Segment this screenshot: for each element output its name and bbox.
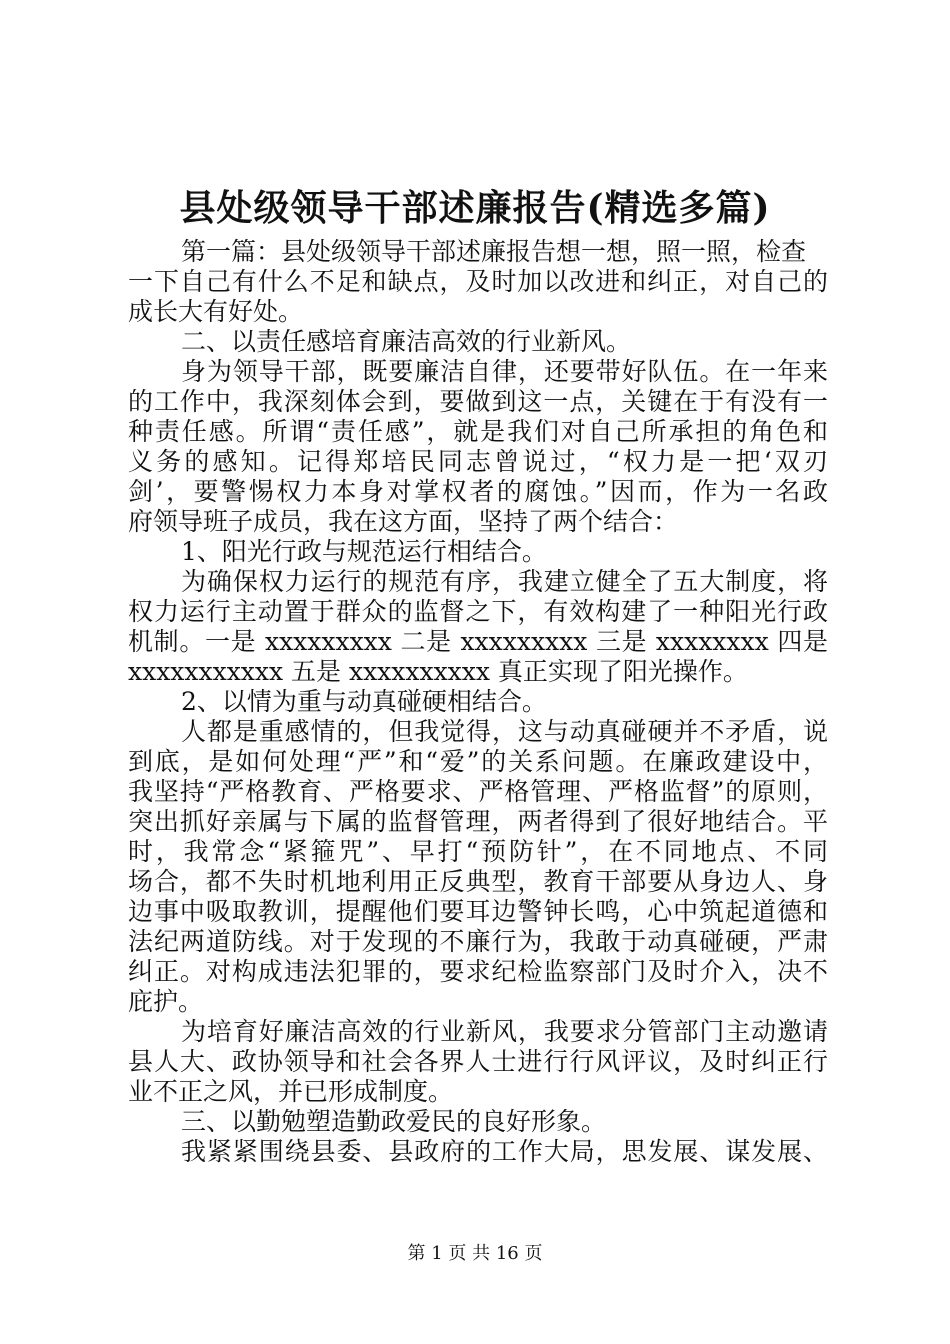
- paragraph-line: 为培育好廉洁高效的行业新风，我要求分管部门主动邀请: [181, 1017, 828, 1046]
- paragraph-line: 剑’，要警惕权力本身对掌权者的腐蚀。”因而，作为一名政: [128, 477, 828, 506]
- paragraph-line: 种责任感。所谓“责任感”，就是我们对自己所承担的角色和: [128, 417, 828, 446]
- paragraph-line: 府领导班子成员，我在这方面，坚持了两个结合：: [128, 507, 679, 536]
- paragraph-line: 业不正之风，并已形成制度。: [128, 1077, 454, 1106]
- paragraph-line: 边事中吸取教训，提醒他们要耳边警钟长鸣，心中筑起道德和: [128, 897, 828, 926]
- paragraph-line: 时，我常念“紧箍咒”、早打“预防针”，在不同地点、不同: [128, 837, 828, 866]
- paragraph-line: 纠正。对构成违法犯罪的，要求纪检监察部门及时介入，决不: [128, 957, 828, 986]
- paragraph-line: 机制。一是 xxxxxxxxx 二是 xxxxxxxxx 三是 xxxxxxxx 四是: [128, 627, 828, 656]
- page-number-footer: 第 1 页 共 16 页: [407, 1243, 543, 1264]
- paragraph-line: 我紧紧围绕县委、县政府的工作大局，思发展、谋发展、: [181, 1137, 828, 1166]
- paragraph-line: 到底，是如何处理“严”和“爱”的关系问题。在廉政建设中，: [128, 747, 828, 776]
- paragraph-line: xxxxxxxxxxx 五是 xxxxxxxxxx 真正实现了阳光操作。: [128, 657, 748, 686]
- paragraph-line: 的工作中，我深刻体会到，要做到这一点，关键在于有没有一: [128, 387, 828, 416]
- paragraph-line: 身为领导干部，既要廉洁自律，还要带好队伍。在一年来: [181, 357, 828, 386]
- paragraph-line: 我坚持“严格教育、严格要求、严格管理、严格监督”的原则，: [128, 777, 828, 806]
- paragraph-line: 成长大有好处。: [128, 297, 304, 326]
- document-body: [128, 237, 828, 1167]
- paragraph-line: 权力运行主动置于群众的监督之下，有效构建了一种阳光行政: [128, 597, 828, 626]
- subsection-heading-line: 2、以情为重与动真碰硬相结合。: [181, 687, 547, 716]
- paragraph-line: 法纪两道防线。对于发现的不廉行为，我敢于动真碰硬，严肃: [128, 927, 828, 956]
- section-heading-line: 二、以责任感培育廉洁高效的行业新风。: [181, 327, 632, 356]
- paragraph-line: 人都是重感情的，但我觉得，这与动真碰硬并不矛盾，说: [181, 717, 828, 746]
- paragraph-line: 突出抓好亲属与下属的监督管理，两者得到了很好地结合。平: [128, 807, 828, 836]
- paragraph-line: 第一篇：县处级领导干部述廉报告想一想，照一照，检查: [181, 237, 807, 266]
- section-heading-line: 三、以勤勉塑造勤政爱民的良好形象。: [181, 1107, 607, 1136]
- paragraph-line: 庇护。: [128, 987, 204, 1016]
- paragraph-line: 县人大、政协领导和社会各界人士进行行风评议，及时纠正行: [128, 1047, 828, 1076]
- subsection-heading-line: 1、阳光行政与规范运行相结合。: [181, 537, 547, 566]
- document-title: 县处级领导干部述廉报告(精选多篇): [179, 187, 771, 229]
- paragraph-line: 为确保权力运行的规范有序，我建立健全了五大制度，将: [181, 567, 828, 596]
- paragraph-line: 场合，都不失时机地利用正反典型，教育干部要从身边人、身: [128, 867, 828, 896]
- paragraph-line: 义务的感知。记得郑培民同志曾说过，“权力是一把‘双刃: [128, 447, 828, 476]
- paragraph-line: 一下自己有什么不足和缺点，及时加以改进和纠正，对自己的: [128, 267, 828, 296]
